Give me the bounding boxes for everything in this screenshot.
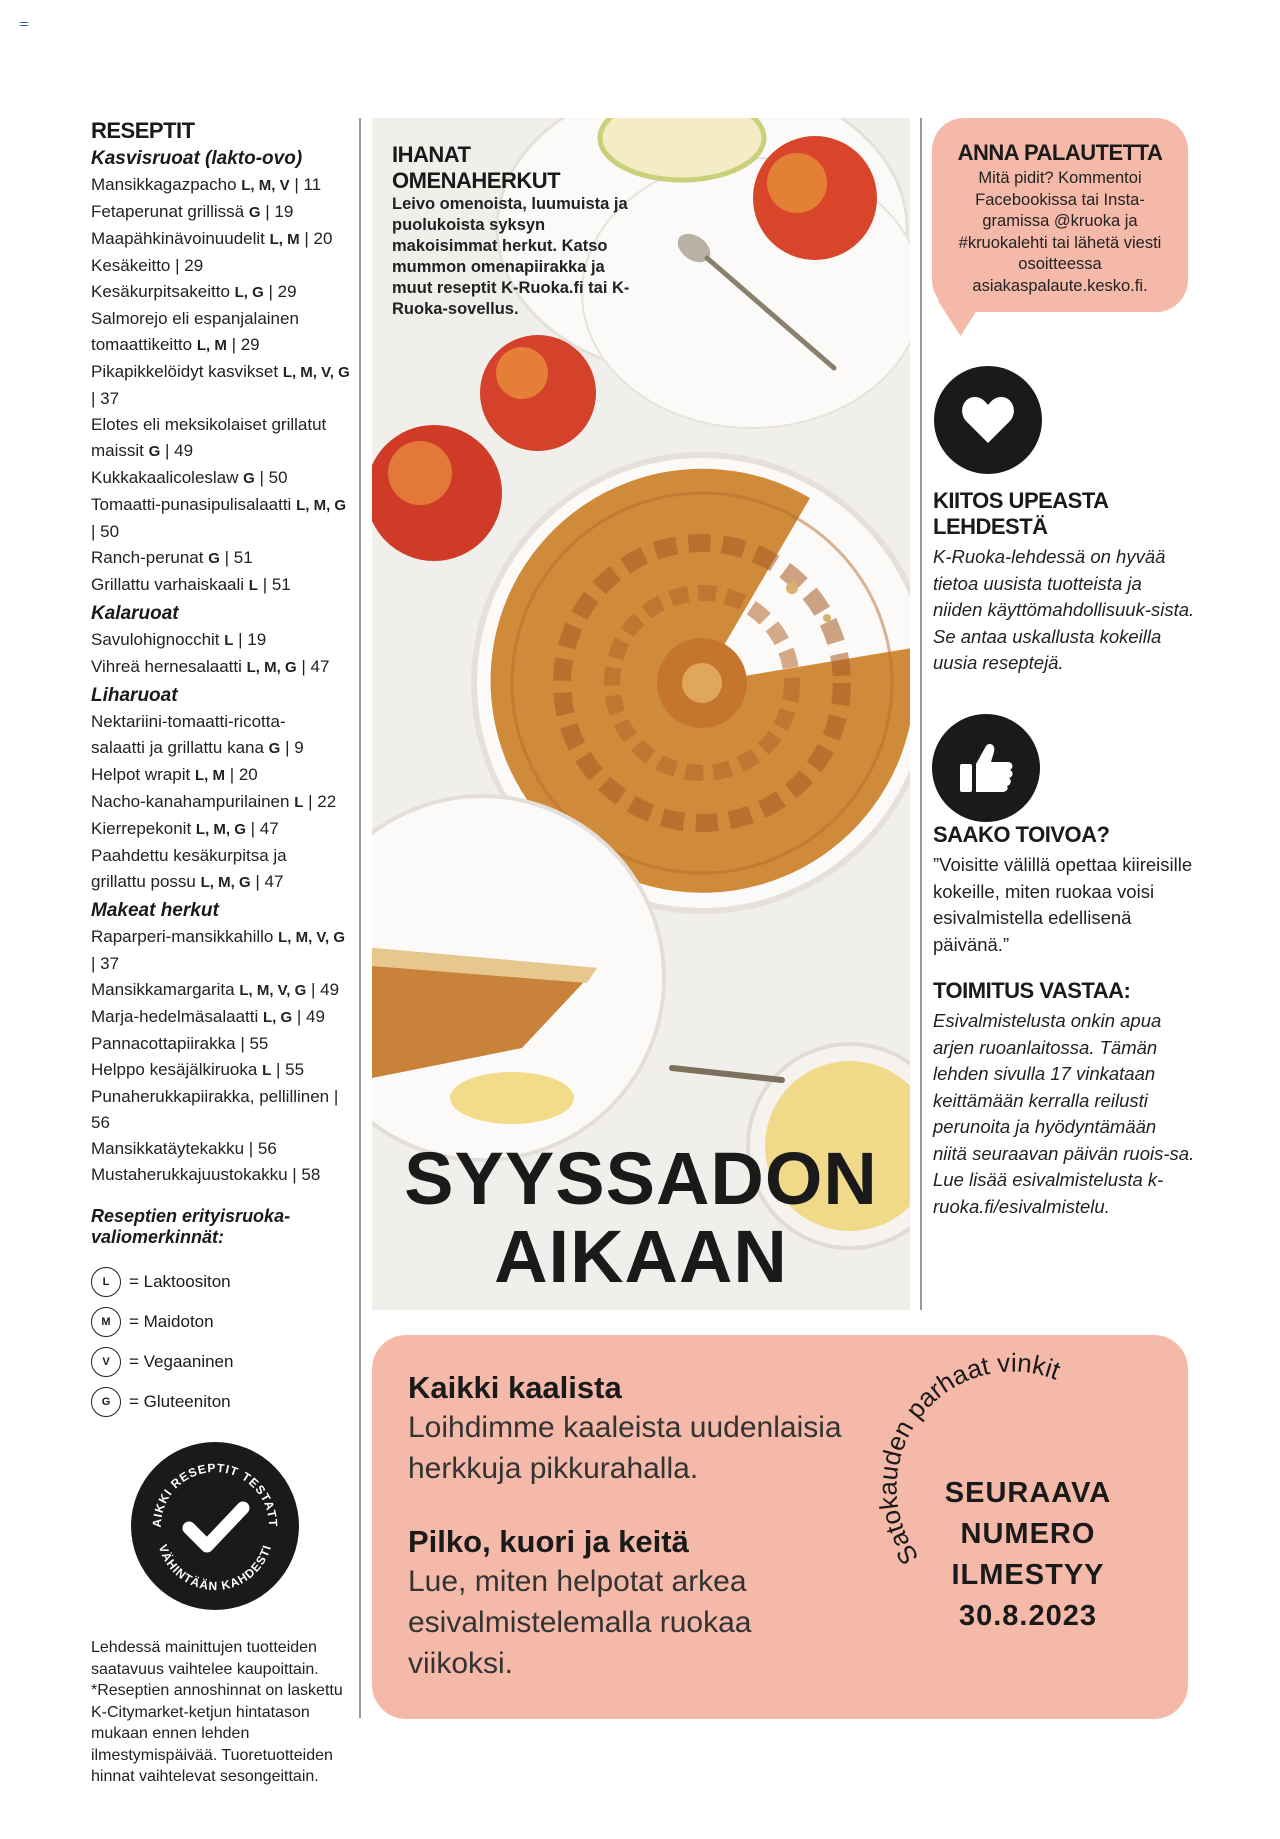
recipe-page: | 49 [311,980,340,999]
diet-tags: L, M [194,767,225,784]
gluten-free-icon: G [91,1387,121,1417]
legend-row [91,1302,361,1342]
recipe-name: Ranch-perunat [91,548,204,567]
diet-tags: G [243,470,255,487]
next-issue-panel [372,1335,1188,1719]
recipe-item [91,199,361,226]
recipe-name: Elotes eli meksikolaiset grillatut [91,415,327,434]
legend-label: = Laktoositon [129,1272,231,1291]
recipe-item [91,869,361,896]
legend-row [91,1382,361,1422]
thumbs-up-icon [932,714,1040,822]
recipe-name: Raparperi-mansikkahillo [91,927,274,946]
recipe-item [91,1162,361,1188]
photo-text: Leivo omenoista, luumuista ja puolukoista syksyn makoisimmat herkut. Katso mummon omenapiirakka ja muut reseptit K-Ruoka.fi tai K-Ruoka-sovellus. [392,195,630,318]
recipe-item [91,226,361,253]
teaser-heading: Pilko, kuori ja keitä [408,1524,689,1559]
diet-tags: L, M, V, G [282,364,350,381]
recipe-item [91,735,361,762]
vegan-icon: V [91,1347,121,1377]
recipe-name: Pikapikkelöidyt kasvikset [91,362,279,381]
recipe-index [91,118,361,1788]
photo-title-line2: AIKAAN [494,1215,788,1298]
recipe-item [91,386,361,412]
recipe-name: Pannacottapiirakka | 55 [91,1034,269,1053]
recipe-item [91,627,361,654]
recipe-category-heading: Kalaruoat [91,603,179,624]
thanks-heading: KIITOS UPEASTA LEHDESTÄ [933,488,1108,539]
recipe-name: Nacho-kanahampurilainen [91,792,290,811]
recipe-page: | 49 [296,1007,325,1026]
recipe-name: maissit [91,441,144,460]
next-issue-teasers [408,1369,848,1684]
teaser-text: Loihdimme kaaleista uudenlaisia herkkuja pikkurahalla. [408,1411,842,1485]
recipes-title: RESEPTIT [91,118,195,143]
tested-badge-icon [131,1442,299,1610]
recipe-name: Mansikkamargarita [91,980,235,999]
answer-heading: TOIMITUS VASTAA: [933,978,1131,1003]
recipe-page: | 20 [304,229,333,248]
next-issue-line1: SEURAAVA [944,1477,1112,1509]
recipe-item [91,1084,361,1136]
next-issue-line3: ILMESTYY [951,1559,1105,1591]
recipe-item [91,253,361,279]
recipe-name: Kukkakaalicoleslaw [91,468,239,487]
recipe-page: | 47 [255,872,284,891]
recipe-item [91,572,361,599]
diet-tags: L, M, V, G [278,929,346,946]
diet-tags: G [208,550,220,567]
recipe-name: | 37 [91,954,120,973]
recipe-item [91,789,361,816]
recipe-name: Mansikkatäytekakku | 56 [91,1139,277,1158]
recipe-item [91,709,361,735]
photo-heading: IHANAT OMENAHERKUT [392,142,561,193]
recipe-name: salaatti ja grillattu kana [91,738,264,757]
recipe-name: tomaattikeitto [91,335,193,354]
recipe-item [91,545,361,572]
svg-text:KAIKKI RESEPTIT TESTATTU: AIKKI RESEPTIT TESTATT [149,1460,281,1528]
recipe-page: | 51 [224,548,253,567]
diet-legend [91,1262,361,1422]
recipe-item [91,438,361,465]
diet-tags: G [248,204,261,221]
recipe-name: Mansikkagazpacho [91,175,237,194]
diet-tags: L, M, G [195,821,246,838]
thanks-text: K-Ruoka-lehdessä on hyvää tietoa uusista tuotteista ja niiden käyttömahdollisuuk-sista. Se antaa uskallusta kokeilla uusia reseptejä. [933,546,1195,673]
diet-tags: L, M, V, G [239,982,307,999]
recipe-page: | 11 [294,175,322,194]
recipe-page: | 9 [285,738,304,757]
recipe-item [91,332,361,359]
recipe-name: Helpot wrapit [91,765,191,784]
recipe-item [91,1004,361,1031]
svg-text:VÄHINTÄÄN KAHDESTI: VÄHINTÄÄN KAHDESTI [155,1542,275,1594]
wish-heading: SAAKO TOIVOA? [933,822,1110,847]
recipe-page: | 20 [229,765,258,784]
next-issue-line2: NUMERO [960,1518,1096,1550]
diet-tags: L, G [262,1009,293,1026]
legend-label: = Gluteeniton [129,1392,231,1411]
diet-tags: L, M, G [200,874,251,891]
lactose-free-icon: L [91,1267,121,1297]
teaser-text: Lue, miten helpotat arkea esivalmistelemalla ruokaa viikoksi. [408,1565,752,1680]
column-divider [920,118,922,1310]
feedback-heading: ANNA PALAUTETTA [957,140,1163,165]
answer-text: Esivalmistelusta onkin apua arjen ruoanlaitossa. Tämän lehden sivulla 17 vinkataan keittämään kerralla reilusti perunoita ja hyödyntämään niitä seuraavan päivän ruois-sa. Lue lisää esivalmistelusta k-ruoka.fi/esivalmistelu. [933,1010,1195,1217]
recipe-name: | 37 [91,389,120,408]
arc-text: Satokauden parhaat vinkit [872,1347,1065,1571]
answer-block [933,978,1195,1220]
recipe-name: Kesäkeitto | 29 [91,256,204,275]
diet-tags: L, M [196,337,227,354]
recipe-name: Nektariini-tomaatti-ricotta- [91,712,286,731]
diet-tags: L, M, V [241,177,290,194]
recipe-page: | 47 [301,657,330,676]
recipe-category-heading: Kasvisruoat (lakto-ovo) [91,148,303,169]
diet-tags: L [248,577,258,594]
recipe-item [91,977,361,1004]
recipe-page: | 49 [165,441,194,460]
feedback-bubble [932,118,1188,312]
recipe-name: Kesäkurpitsakeitto [91,282,230,301]
recipe-item [91,172,361,199]
next-issue-date-block [928,1473,1128,1637]
recipe-page: | 51 [262,575,291,594]
recipe-category-heading: Makeat herkut [91,900,219,921]
recipe-name: Tomaatti-punasipulisalaatti [91,495,292,514]
recipe-name: Helppo kesäjälkiruoka [91,1060,258,1079]
dairy-free-icon: M [91,1307,121,1337]
diet-tags: L [262,1062,272,1079]
diet-tags: L [224,632,234,649]
wish-block [933,822,1195,958]
recipe-item [91,924,361,951]
diet-tags: G [268,740,281,757]
recipe-item [91,465,361,492]
diet-legend-title: Reseptien erityisruoka-valiomerkinnät: [91,1206,291,1247]
recipe-item [91,762,361,789]
recipe-page: | 22 [308,792,337,811]
thanks-block [933,488,1195,677]
recipe-name: grillattu possu [91,872,196,891]
recipe-name: Punaherukkapiirakka, pellillinen | 56 [91,1087,339,1132]
recipe-page: | 55 [275,1060,305,1079]
recipe-name: Mustaherukkajuustokakku | 58 [91,1165,321,1184]
recipe-name: Vihreä hernesalaatti [91,657,242,676]
legend-row [91,1342,361,1382]
menu-icon[interactable] [20,22,28,26]
recipe-name: Marja-hedelmäsalaatti [91,1007,259,1026]
recipe-name: Salmorejo eli espanjalainen [91,309,299,328]
recipe-category-heading: Liharuoat [91,685,178,706]
diet-tags: G [148,443,161,460]
recipe-page: | 50 [259,468,288,487]
recipe-item [91,412,361,438]
recipe-item [91,816,361,843]
diet-tags: L, M, G [296,497,347,514]
recipe-list [91,146,361,1188]
recipe-page: | 47 [250,819,279,838]
wish-text: ”Voisitte välillä opettaa kiireisille kokeille, miten ruokaa voisi esivalmistella edellisenä päivänä.” [933,854,1193,955]
recipe-name: Paahdettu kesäkurpitsa ja [91,846,287,865]
legend-row [91,1262,361,1302]
recipe-item [91,843,361,869]
recipe-item [91,1031,361,1057]
recipe-item [91,1136,361,1162]
recipe-item [91,1057,361,1084]
recipe-name: Maapähkinävoinuudelit [91,229,265,248]
recipe-name: Savulohignocchit [91,630,220,649]
column-divider [359,118,361,1718]
legend-label: = Vegaaninen [129,1352,234,1371]
recipe-name: | 50 [91,522,120,541]
photo-caption [392,142,642,320]
apple-pie-photo [372,118,910,1310]
recipe-item [91,279,361,306]
recipe-item [91,492,361,519]
diet-tags: L, M [269,231,300,248]
recipe-page: | 29 [231,335,260,354]
recipe-page: | 19 [238,630,267,649]
teaser-heading: Kaikki kaalista [408,1370,622,1405]
heart-icon [934,366,1042,474]
photo-title-line1: SYYSSADON [404,1137,878,1220]
availability-footnote: Lehdessä mainittujen tuotteiden saatavuus vaihtelee kaupoittain. *Reseptien annoshinnat on laskettu K-Citymarket-ketjun hintatason mukaan ennen lehden ilmestymispäivää. Tuoretuotteiden hinnat vaihtelevat sesongeittain. [91,1639,343,1785]
diet-tags: L [294,794,304,811]
recipe-name: Grillattu varhaiskaali [91,575,245,594]
next-issue-date: 30.8.2023 [958,1600,1097,1632]
recipe-page: | 19 [265,202,294,221]
recipe-item [91,359,361,386]
recipe-page: | 29 [268,282,297,301]
diet-tags: L, G [234,284,264,301]
recipe-item [91,306,361,332]
recipe-name: Kierrepekonit [91,819,192,838]
recipe-item [91,951,361,977]
recipe-item [91,519,361,545]
legend-label: = Maidoton [129,1312,214,1331]
recipe-item [91,654,361,681]
feedback-text: Mitä pidit? Kommentoi Facebookissa tai Insta-gramissa @kruoka ja #kruokalehti tai lähetä viesti osoitteessa asiakaspalaute.kesko.fi. [958,169,1162,295]
diet-tags: L, M, G [246,659,297,676]
recipe-name: Fetaperunat grillissä [91,202,245,221]
